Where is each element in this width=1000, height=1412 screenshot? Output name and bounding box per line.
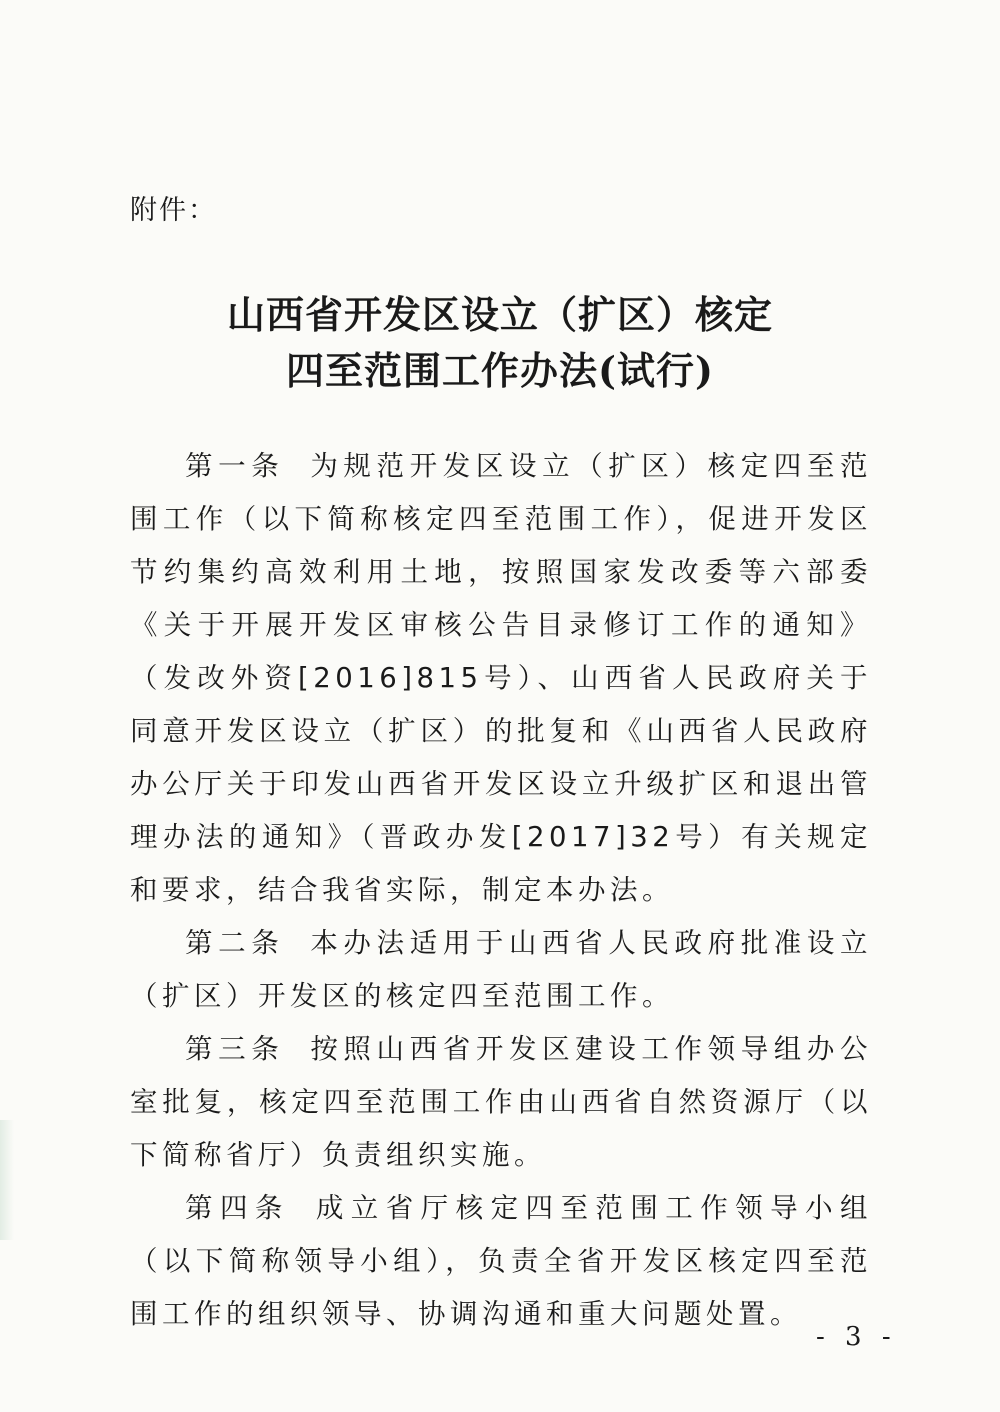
article-label: 第四条: [185, 1192, 290, 1224]
article-2: [130, 917, 872, 1023]
article-label: 第二条: [185, 927, 285, 959]
article-text: 按照山西省开发区建设工作领导组办公室批复，核定四至范围工作由山西省自然资源厅（以下简称省厅）负责组织实施。: [130, 1033, 873, 1171]
article-4: [130, 1182, 872, 1341]
article-1: [130, 440, 872, 917]
article-text: 成立省厅核定四至范围工作领导小组（以下简称领导小组），负责全省开发区核定四至范围工作的组织领导、协调沟通和重大问题处置。: [130, 1192, 873, 1330]
document-title-line2: 四至范围工作办法(试行): [286, 348, 714, 393]
article-label: 第三条: [185, 1033, 285, 1065]
scan-edge-mark: [0, 1120, 14, 1240]
document-title-line1: 山西省开发区设立（扩区）核定: [226, 292, 773, 337]
attachment-label: 附件：: [130, 195, 217, 226]
article-text: 本办法适用于山西省人民政府批准设立（扩区）开发区的核定四至范围工作。: [130, 927, 873, 1012]
article-text: 为规范开发区设立（扩区）核定四至范围工作（以下简称核定四至范围工作），促进开发区节约集约高效利用土地，按照国家发改委等六部委《关于开展开发区审核公告目录修订工作的通知》（发改外资[2016]815号）、山西省人民政府关于同意开发区设立（扩区）的批复和《山西省人民政府办公厅关于印发山西省开发区设立升级扩区和退出管理办法的通知》（晋政办发[2017]32号）有关规定和要求，结合我省实际，制定本办法。: [130, 450, 873, 906]
article-label: 第一条: [185, 450, 285, 482]
article-3: [130, 1023, 872, 1182]
page-number: - 3 -: [816, 1322, 897, 1352]
document-body: [130, 440, 872, 1341]
